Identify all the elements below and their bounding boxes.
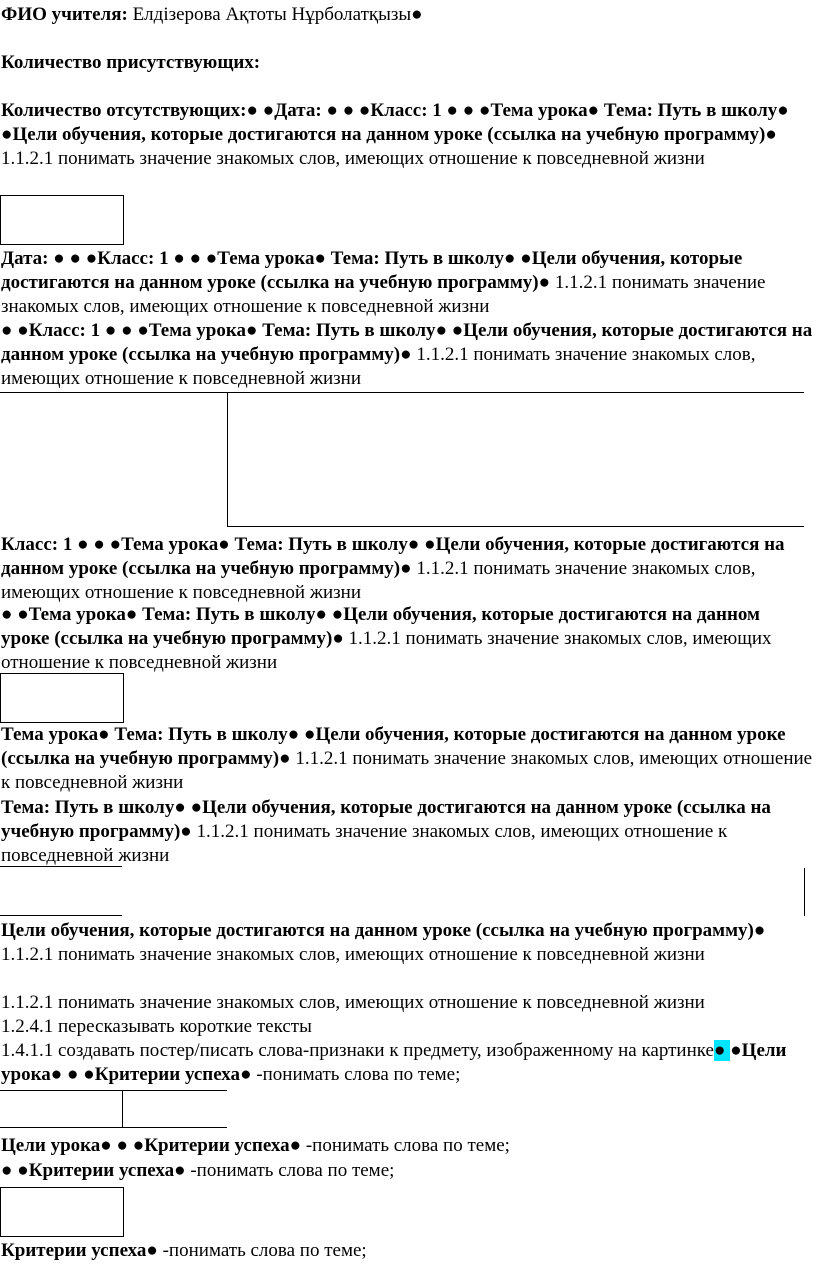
table-border bbox=[0, 866, 122, 867]
bullet: ● bbox=[1, 1160, 13, 1181]
bullet: ● bbox=[332, 628, 344, 649]
bullet: ● bbox=[753, 920, 766, 941]
topic-label: Тема урока bbox=[121, 534, 219, 555]
goal-text: 1.1.2.1 понимать значение знакомых слов, имеющих отношение к повседневной жизни bbox=[1, 148, 705, 169]
criteria-value: -понимать слова по теме; bbox=[256, 1064, 461, 1085]
bullet: ● bbox=[315, 604, 327, 625]
bullet: ● bbox=[462, 100, 475, 121]
bullet: ● bbox=[1, 320, 13, 341]
bullet: ● bbox=[125, 604, 138, 625]
bullet: ● bbox=[173, 248, 185, 269]
table-cell bbox=[0, 195, 124, 245]
bullet: ● bbox=[331, 604, 344, 625]
paragraph-8 bbox=[1, 919, 813, 967]
paragraph-11 bbox=[1, 1239, 813, 1263]
bullet: ● bbox=[358, 100, 371, 121]
criteria-value: -понимать слова по теме; bbox=[305, 1135, 510, 1156]
goals-label: Цели обучения, которые достигаются на данном уроке (ссылка на учебную программу) bbox=[1, 320, 813, 365]
topic-label: Тема урока bbox=[490, 100, 588, 121]
bullet: ● bbox=[53, 248, 65, 269]
topic-value: Тема: Путь в школу bbox=[142, 604, 316, 625]
bullet: ● bbox=[587, 100, 600, 121]
bullet: ● bbox=[121, 320, 133, 341]
goals-label: Цели обучения, которые достигаются на данном уроке (ссылка на учебную программу) bbox=[12, 124, 766, 145]
table-border bbox=[0, 915, 122, 916]
date-label: Дата: bbox=[1, 248, 49, 269]
goal-text: 1.1.2.1 понимать значение знакомых слов, имеющих отношение к повседневной жизни bbox=[1, 558, 756, 603]
present-label: Количество присутствующих: bbox=[1, 52, 261, 73]
bullet: ● bbox=[435, 320, 448, 341]
goals-label: Цели обучения, которые достигаются на данном уроке (ссылка на учебную программу) bbox=[1, 724, 786, 769]
criteria-label: Критерии успеха bbox=[28, 1160, 175, 1181]
table-border bbox=[0, 1127, 227, 1128]
goal-line-2: 1.2.4.1 пересказывать короткие тексты bbox=[1, 1016, 312, 1037]
bullet: ● bbox=[713, 1040, 726, 1061]
bullet: ● bbox=[777, 100, 789, 121]
bullet: ● bbox=[17, 1160, 29, 1181]
table-border bbox=[0, 1090, 227, 1091]
table-cell bbox=[0, 673, 124, 723]
date-label: Дата: bbox=[274, 100, 322, 121]
table-border bbox=[227, 392, 228, 526]
teacher-label: ФИО учителя: bbox=[1, 4, 128, 25]
paragraph-7 bbox=[1, 796, 813, 868]
table-border bbox=[227, 526, 804, 527]
topic-value: Тема: Путь в школу bbox=[330, 248, 505, 269]
topic-value: Тема: Путь в школу bbox=[262, 320, 436, 341]
criteria-label: Критерии успеха bbox=[144, 1135, 290, 1156]
bullet: ● bbox=[407, 534, 420, 555]
class-label: Класс: 1 bbox=[28, 320, 101, 341]
bullet: ● bbox=[69, 248, 81, 269]
bullet: ● bbox=[116, 1135, 129, 1156]
table-border bbox=[122, 1090, 123, 1128]
class-label: Класс: 1 bbox=[97, 248, 169, 269]
criteria-label: Критерии успеха bbox=[1, 1240, 147, 1261]
bullet: ● bbox=[765, 124, 777, 145]
bullet: ● bbox=[279, 748, 291, 769]
bullet: ● bbox=[93, 534, 105, 555]
topic-value: Тема: Путь в школу bbox=[603, 100, 778, 121]
bullet: ● bbox=[446, 100, 459, 121]
bullet: ● bbox=[98, 724, 110, 745]
goal-text: 1.1.2.1 понимать значение знакомых слов, имеющих отношение к повседневной жизни bbox=[1, 821, 728, 866]
table-border bbox=[0, 392, 804, 393]
goal-text: 1.1.2.1 понимать значение знакомых слов, имеющих отношение к повседневной жизни bbox=[1, 628, 772, 673]
bullet: ● bbox=[77, 534, 89, 555]
goals-label: Цели обучения, которые достигаются на данном уроке (ссылка на учебную программу) bbox=[1, 604, 760, 649]
goal-line-1: 1.1.2.1 понимать значение знакомых слов, имеющих отношение к повседневной жизни bbox=[1, 992, 705, 1013]
bullet: ● bbox=[246, 100, 258, 121]
goals-label: Цели обучения, которые достигаются на данном уроке (ссылка на учебную программу) bbox=[1, 920, 754, 941]
bullet: ● bbox=[400, 344, 412, 365]
paragraph-6 bbox=[1, 723, 813, 795]
teacher-name-line bbox=[1, 3, 813, 27]
paragraph-9 bbox=[1, 1134, 813, 1158]
criteria-label: Критерии успеха bbox=[94, 1064, 241, 1085]
criteria-value: -понимать слова по теме; bbox=[190, 1160, 395, 1181]
bullet: ● bbox=[85, 248, 98, 269]
bullet: ● bbox=[411, 4, 423, 25]
topic-value: Тема: Путь в школу bbox=[114, 724, 288, 745]
bullet: ● bbox=[104, 320, 117, 341]
lesson-goals-label: Цели урока bbox=[1, 1040, 787, 1085]
bullet: ● bbox=[245, 320, 258, 341]
bullet: ● bbox=[326, 100, 338, 121]
lesson-goals-label: Цели урока bbox=[1, 1135, 101, 1156]
bullet: ● bbox=[66, 1064, 79, 1085]
goal-text: 1.1.2.1 понимать значение знакомых слов, имеющих отношение к повседневной жизни bbox=[1, 944, 705, 965]
criteria-value: -понимать слова по теме; bbox=[162, 1240, 367, 1261]
topic-value: Тема: Путь в школу bbox=[1, 797, 175, 818]
bullet: ● bbox=[1, 604, 13, 625]
bullet: ● bbox=[479, 100, 491, 121]
topic-label: Тема урока bbox=[28, 604, 126, 625]
goal-text: 1.1.2.1 понимать значение знакомых слов, имеющих отношение к повседневной жизни bbox=[1, 748, 813, 793]
bullet: ● bbox=[303, 724, 316, 745]
bullet: ● bbox=[538, 272, 551, 293]
bullet: ● bbox=[50, 1064, 63, 1085]
bullet: ● bbox=[174, 1160, 186, 1181]
bullet: ● bbox=[83, 1064, 95, 1085]
table-border bbox=[804, 868, 805, 916]
topic-label: Тема урока bbox=[1, 724, 99, 745]
bullet: ● bbox=[17, 320, 29, 341]
class-label: Класс: 1 bbox=[1, 534, 73, 555]
goal-text: 1.4.1.1 создавать постер/писать слова-признаки к предмету, изображенному на картинке bbox=[1, 1040, 714, 1061]
topic-label: Тема урока bbox=[217, 248, 315, 269]
bullet: ● bbox=[262, 100, 275, 121]
bullet: ● bbox=[180, 821, 192, 842]
bullet: ● bbox=[109, 534, 122, 555]
bullet: ● bbox=[100, 1135, 112, 1156]
bullet: ● bbox=[190, 797, 203, 818]
goal-line-3 bbox=[1, 1039, 813, 1087]
bullet: ● bbox=[17, 604, 29, 625]
paragraph-10 bbox=[1, 1159, 813, 1183]
bullet: ● bbox=[314, 248, 326, 269]
goals-label: Цели обучения, которые достигаются на данном уроке (ссылка на учебную программу) bbox=[1, 534, 785, 579]
paragraph-1 bbox=[1, 99, 813, 171]
bullet: ● bbox=[520, 248, 532, 269]
goal-text: 1.1.2.1 понимать значение знакомых слов, имеющих отношение к повседневной жизни bbox=[1, 272, 766, 317]
paragraph-5 bbox=[1, 603, 813, 675]
bullet: ● bbox=[400, 558, 412, 579]
bullet: ● bbox=[424, 534, 436, 555]
bullet: ● bbox=[1, 124, 13, 145]
present-count-line bbox=[1, 51, 813, 75]
topic-label: Тема урока bbox=[148, 320, 246, 341]
topic-value: Тема: Путь в школу bbox=[234, 534, 408, 555]
bullet: ● bbox=[205, 248, 218, 269]
bullet: ● bbox=[289, 1135, 302, 1156]
bullet: ● bbox=[342, 100, 355, 121]
bullet: ● bbox=[218, 534, 230, 555]
table-cell bbox=[0, 1187, 124, 1237]
goal-text: 1.1.2.1 понимать значение знакомых слов, имеющих отношение к повседневной жизни bbox=[1, 344, 756, 389]
bullet: ● bbox=[189, 248, 202, 269]
class-label: Класс: 1 bbox=[370, 100, 442, 121]
bullet: ● bbox=[174, 797, 186, 818]
goals-label: Цели обучения, которые достигаются на данном уроке (ссылка на учебную программу) bbox=[1, 248, 743, 293]
bullet: ● bbox=[504, 248, 516, 269]
bullet: ● bbox=[137, 320, 149, 341]
paragraph-3 bbox=[1, 319, 813, 391]
goals-label: Цели обучения, которые достигаются на данном уроке (ссылка на учебную программу) bbox=[1, 797, 771, 842]
bullet: ● bbox=[240, 1064, 252, 1085]
bullet: ● bbox=[132, 1135, 145, 1156]
highlighted-bullet bbox=[714, 1040, 730, 1061]
paragraph-4 bbox=[1, 533, 813, 605]
bullet: ● bbox=[287, 724, 300, 745]
bullet: ● bbox=[146, 1240, 158, 1261]
teacher-name: Елдізерова Ақтоты Нұрболатқызы bbox=[132, 4, 412, 25]
paragraph-2 bbox=[1, 247, 813, 319]
absent-label: Количество отсутствующих: bbox=[1, 100, 247, 121]
bullet: ● bbox=[451, 320, 464, 341]
bullet: ● bbox=[730, 1040, 742, 1061]
